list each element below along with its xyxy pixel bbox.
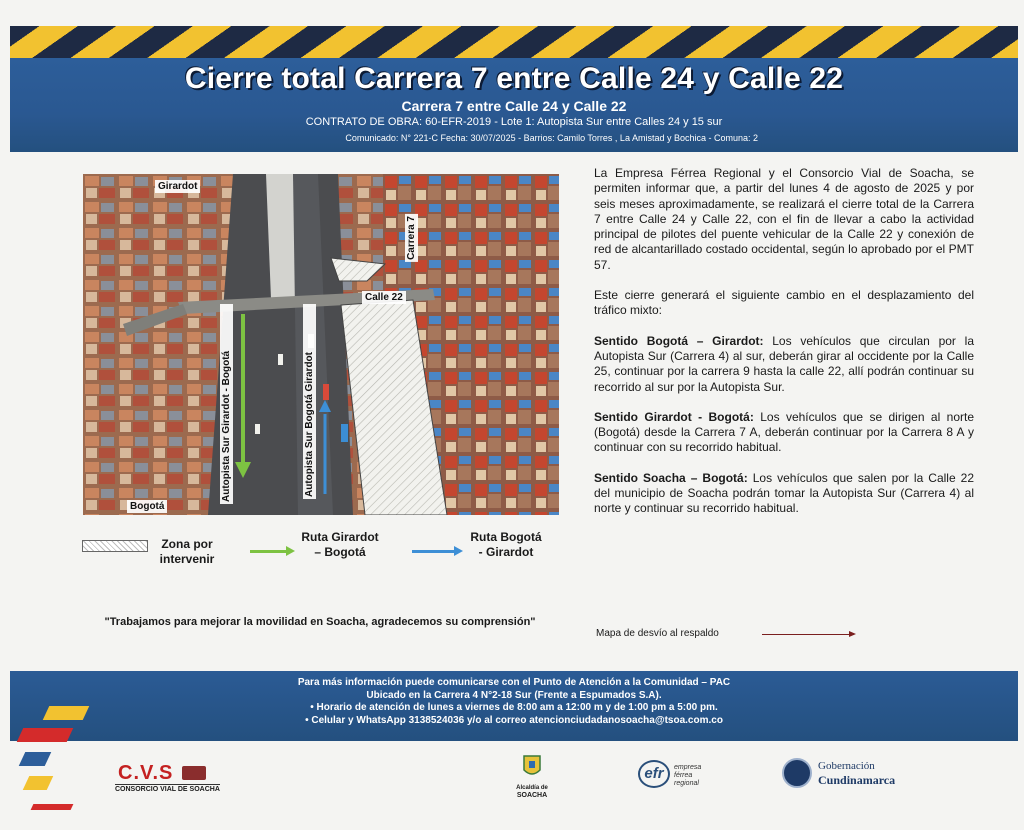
desvio-arrow-icon — [762, 634, 854, 635]
intro-paragraph: La Empresa Férrea Regional y el Consorcio Vial de Soacha, se permiten informar que, a partir del lunes 4 de agosto de 2025 y por seis meses aproximadamente, se realizará el cierre total de la Carrera 7 entre Calle 24 y Calle 22, con el fin de llevar a cabo la actividad principal de pilotes del puente vehicular de la Calle 22 y conexión de red de alcantarillado costado occidental, según lo aprobado por el PMT 57. — [594, 166, 974, 272]
contract-line: CONTRATO DE OBRA: 60-EFR-2019 - Lote 1: Autopista Sur entre Calles 24 y 15 sur — [305, 116, 723, 128]
cvs-logo-title: C.V.S — [118, 762, 174, 784]
sentido-girardot-bogota — [594, 410, 974, 456]
gobernacion-cundinamarca-logo — [782, 756, 896, 790]
efr-mark: efr — [638, 760, 670, 788]
footer-line-3: • Horario de atención de lunes a viernes de 8:00 am a 12:00 m y de 1:00 pm a 5:00 pm. — [10, 702, 1018, 715]
deco-bar-yellow — [43, 706, 90, 720]
legend-ruta-girardot-bogota: Ruta Girardot – Bogotá — [301, 530, 379, 559]
efr-text: empresa férrea regional — [674, 764, 702, 787]
deco-bar-blue — [19, 752, 52, 766]
legend-ruta-bogota-girardot: Ruta Bogotá - Girardot — [470, 530, 542, 559]
efr-logo — [638, 760, 718, 790]
deco-bar-red — [17, 728, 74, 742]
header-banner — [10, 58, 1018, 152]
map-label-carrera-7: Carrera 7 — [406, 216, 417, 260]
sentido-soacha-bogota — [594, 471, 974, 517]
alcaldia-name: SOACHA — [516, 792, 548, 799]
shield-icon — [508, 754, 556, 780]
sentido-text: Los vehículos que circulan por la Autopista Sur (Carrera 4) al sur, deberán girar al occidente por la Calle 25, continuar por la carrera 9 hasta la calle 22, allí podrán continuar su recorrido al sur por la Autopista Sur. — [594, 333, 974, 394]
slogan: "Trabajamos para mejorar la movilidad en Soacha, agradecemos su comprensión" — [104, 616, 536, 628]
legend-hatch-swatch — [82, 540, 148, 552]
map-label-calle-22: Calle 22 — [362, 291, 406, 304]
footer-line-2: Ubicado en la Carrera 4 N°2-18 Sur (Frente a Espumados S.A). — [366, 689, 662, 701]
sentido-text: Los vehículos que salen por la Calle 22 del municipio de Soacha podrán tomar la Autopista Sur (Carrera 4) al norte y continuar su recorrido habitual. — [594, 470, 974, 516]
map-label-girardot: Girardot — [155, 180, 200, 193]
map-label-bogota: Bogotá — [127, 500, 167, 513]
gobernacion-name: Cundinamarca — [818, 773, 896, 787]
desvio-note: Mapa de desvío al respaldo — [596, 628, 719, 639]
cambio-paragraph: Este cierre generará el siguiente cambio en el desplazamiento del tráfico mixto: — [594, 288, 974, 318]
aerial-map — [83, 174, 559, 515]
sentido-title: Sentido Girardot - Bogotá: — [594, 409, 754, 424]
sentido-bogota-girardot — [594, 334, 974, 395]
cvs-logo-subtitle: CONSORCIO VIAL DE SOACHA — [115, 786, 220, 793]
aerial-photo — [83, 174, 559, 515]
comunicado-line: Comunicado: N° 221-C Fecha: 30/07/2025 - Barrios: Camilo Torres , La Amistad y Bochica - Comuna: 2 — [345, 133, 758, 143]
alcaldia-label: Alcaldía de — [516, 785, 548, 791]
page-title: Cierre total Carrera 7 entre Calle 24 y Calle 22 — [184, 62, 844, 95]
announcement-body — [594, 166, 974, 532]
alcaldia-soacha-logo — [508, 754, 556, 799]
footer-contact-band — [10, 671, 1018, 741]
legend-zona-label: Zona por intervenir — [159, 537, 215, 566]
page-subtitle: Carrera 7 entre Calle 24 y Calle 22 — [401, 98, 627, 114]
truck-icon — [182, 766, 206, 780]
sentido-title: Sentido Soacha – Bogotá: — [594, 470, 748, 485]
gobernacion-label: Gobernación — [818, 760, 875, 772]
sentido-text: Los vehículos que se dirigen al norte (Bogotá) desde la Carrera 7 A, deberán continuar por la Carrera 8 A y continuar con su recorrido habitual. — [594, 409, 975, 455]
deco-bar-yellow-2 — [23, 776, 54, 790]
sentido-title: Sentido Bogotá – Girardot: — [594, 333, 764, 348]
gobernacion-emblem-icon — [782, 758, 812, 788]
deco-bar-red-2 — [31, 804, 74, 810]
footer-line-1: Para más información puede comunicarse con el Punto de Atención a la Comunidad – PAC — [297, 677, 731, 688]
map-label-autopista-girardot-bogota: Autopista Sur Girardot - Bogotá — [220, 304, 233, 504]
map-label-autopista-bogota-girardot: Autopista Sur Bogotá Girardot — [303, 304, 316, 499]
footer-line-4: • Celular y WhatsApp 3138524036 y/o al correo atencionciudadanosoacha@tsoa.com.co — [10, 715, 1018, 728]
